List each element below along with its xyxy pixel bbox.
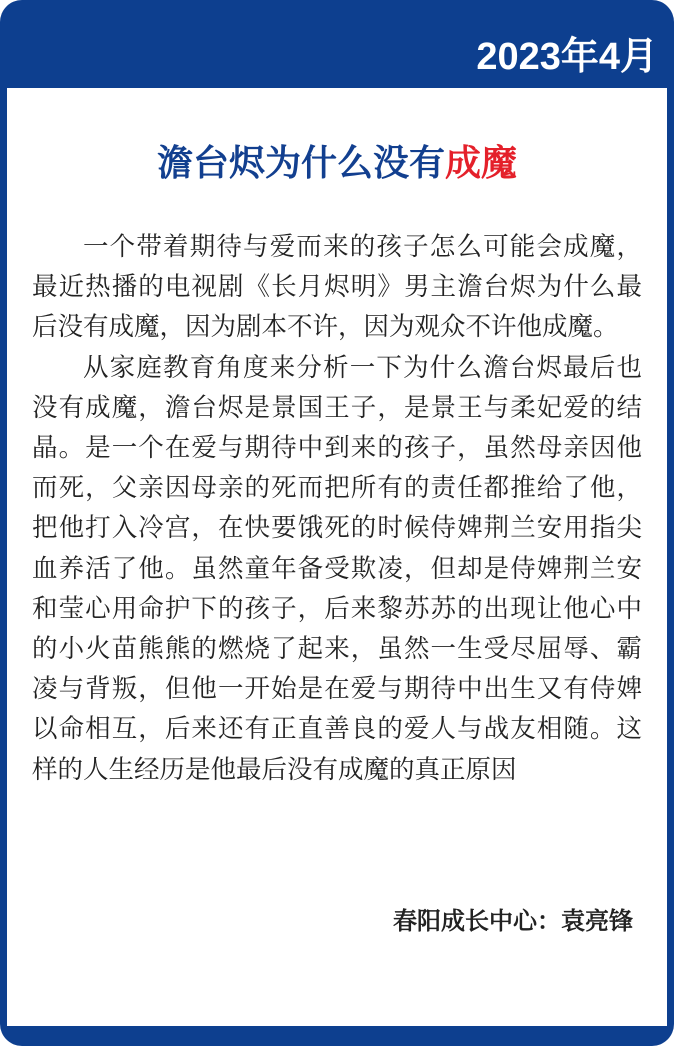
author-signature: 春阳成长中心：袁亮锋 <box>393 907 633 935</box>
title-main: 澹台烬为什么没有 <box>156 143 445 184</box>
date-label: 2023年4月 <box>476 36 658 78</box>
paragraph-2: 从家庭教育角度来分析一下为什么澹台烬最后也没有成魔，澹台烬是景国王子，是景王与柔妃爱的结晶。是一个在爱与期待中到来的孩子，虽然母亲因他而死，父亲因母亲的死而把所有的责任都推给了他，把他打入冷宫，在快要饿死的时候侍婢荆兰安用指尖血养活了他。虽然童年备受欺凌，但却是侍婢荆兰安和莹心用命护下的孩子，后来黎苏苏的出现让他心中的小火苗熊熊的燃烧了起来，虽然一生受尽屈辱、霸凌与背叛，但他一开始是在爱与期待中出生又有侍婢以命相互，后来还有正直善良的爱人与战友相随。这样的人生经历是他最后没有成魔的真正原因 <box>32 352 642 785</box>
paragraph-1: 一个带着期待与爱而来的孩子怎么可能会成魔，最近热播的电视剧《长月烬明》男主澹台烬为什么最后没有成魔，因为剧本不许，因为观众不许他成魔。 <box>32 232 642 343</box>
article-title <box>7 142 667 186</box>
title-accent: 成魔 <box>445 143 518 184</box>
article-body <box>32 227 642 790</box>
article-card <box>7 88 667 1026</box>
